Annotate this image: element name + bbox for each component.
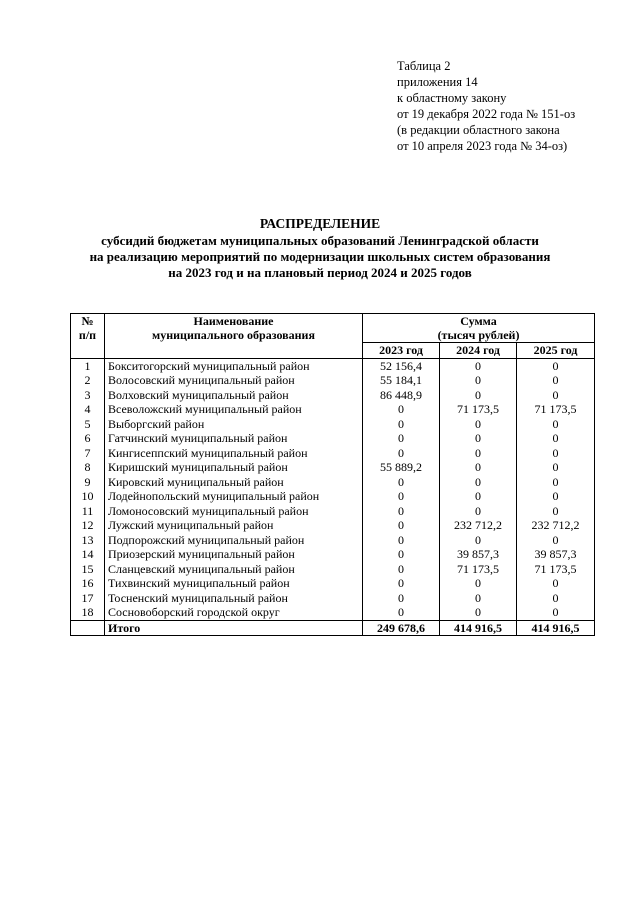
row-num: 12	[71, 518, 105, 533]
row-value-2024: 0	[440, 388, 517, 403]
table-body	[71, 358, 595, 620]
subtitle-line: субсидий бюджетам муниципальных образований Ленинградской области	[101, 233, 539, 248]
row-num: 13	[71, 533, 105, 548]
row-value-2025: 0	[517, 533, 595, 548]
row-value-2024: 39 857,3	[440, 547, 517, 562]
row-value-2024: 0	[440, 373, 517, 388]
row-num: 7	[71, 446, 105, 461]
row-num: 1	[71, 358, 105, 373]
table-row	[71, 504, 595, 519]
total-num-cell	[71, 620, 105, 636]
row-num: 18	[71, 605, 105, 620]
row-num: 9	[71, 475, 105, 490]
row-value-2024: 0	[440, 460, 517, 475]
table-row	[71, 533, 595, 548]
row-value-2024: 71 173,5	[440, 402, 517, 417]
row-num: 2	[71, 373, 105, 388]
row-value-2023: 55 889,2	[363, 460, 440, 475]
row-value-2025: 0	[517, 504, 595, 519]
total-label: Итого	[105, 620, 363, 636]
header-name-line2: муниципального образования	[152, 328, 315, 342]
row-value-2023: 86 448,9	[363, 388, 440, 403]
row-num: 17	[71, 591, 105, 606]
row-value-2025: 0	[517, 388, 595, 403]
header-sum-line2: (тысяч рублей)	[437, 328, 520, 342]
row-value-2023: 0	[363, 562, 440, 577]
row-num: 15	[71, 562, 105, 577]
header-year-2023: 2023 год	[363, 343, 440, 359]
appendix-note-line: от 10 апреля 2023 года № 34-оз)	[397, 139, 568, 153]
row-value-2023: 0	[363, 489, 440, 504]
appendix-note-line: к областному закону	[397, 91, 507, 105]
appendix-note-line: от 19 декабря 2022 года № 151-оз	[397, 107, 576, 121]
row-value-2024: 0	[440, 431, 517, 446]
row-value-2023: 0	[363, 431, 440, 446]
row-value-2024: 0	[440, 358, 517, 373]
total-row	[71, 620, 595, 636]
row-num: 6	[71, 431, 105, 446]
row-value-2023: 0	[363, 402, 440, 417]
row-name: Бокситогорский муниципальный район	[105, 358, 363, 373]
row-num: 3	[71, 388, 105, 403]
row-value-2025: 0	[517, 475, 595, 490]
row-value-2024: 0	[440, 591, 517, 606]
row-name: Всеволожский муниципальный район	[105, 402, 363, 417]
row-name: Сланцевский муниципальный район	[105, 562, 363, 577]
row-value-2025: 0	[517, 417, 595, 432]
row-value-2025: 0	[517, 605, 595, 620]
table-row	[71, 475, 595, 490]
row-value-2025: 71 173,5	[517, 402, 595, 417]
table-row	[71, 591, 595, 606]
page-title: РАСПРЕДЕЛЕНИЕ	[259, 216, 381, 231]
table-row	[71, 576, 595, 591]
row-value-2025: 232 712,2	[517, 518, 595, 533]
row-value-2024: 0	[440, 489, 517, 504]
row-name: Кировский муниципальный район	[105, 475, 363, 490]
appendix-note	[397, 58, 575, 154]
row-value-2024: 0	[440, 475, 517, 490]
table-row	[71, 358, 595, 373]
row-name: Ломоносовский муниципальный район	[105, 504, 363, 519]
row-name: Подпорожский муниципальный район	[105, 533, 363, 548]
row-value-2023: 0	[363, 547, 440, 562]
header-year-2025: 2025 год	[517, 343, 595, 359]
row-name: Кингисеппский муниципальный район	[105, 446, 363, 461]
row-num: 4	[71, 402, 105, 417]
total-2025: 414 916,5	[517, 620, 595, 636]
total-2023: 249 678,6	[363, 620, 440, 636]
row-value-2023: 0	[363, 518, 440, 533]
table-row	[71, 489, 595, 504]
table-row	[71, 431, 595, 446]
table-row	[71, 547, 595, 562]
row-num: 5	[71, 417, 105, 432]
header-num-line1: №	[81, 314, 94, 328]
row-value-2025: 39 857,3	[517, 547, 595, 562]
header-num	[71, 314, 105, 359]
header-name-line1: Наименование	[193, 314, 274, 328]
row-num: 10	[71, 489, 105, 504]
row-name: Киришский муниципальный район	[105, 460, 363, 475]
appendix-note-line: (в редакции областного закона	[397, 123, 560, 137]
row-value-2024: 0	[440, 417, 517, 432]
row-num: 16	[71, 576, 105, 591]
row-value-2025: 71 173,5	[517, 562, 595, 577]
row-value-2024: 232 712,2	[440, 518, 517, 533]
row-value-2025: 0	[517, 431, 595, 446]
row-value-2023: 0	[363, 533, 440, 548]
table-row	[71, 460, 595, 475]
subtitle-line: на реализацию мероприятий по модернизации школьных систем образования	[89, 249, 551, 264]
distribution-table	[70, 313, 595, 636]
row-value-2025: 0	[517, 489, 595, 504]
row-name: Гатчинский муниципальный район	[105, 431, 363, 446]
table-row	[71, 605, 595, 620]
row-name: Волосовский муниципальный район	[105, 373, 363, 388]
row-name: Сосновоборский городской округ	[105, 605, 363, 620]
appendix-note-line: Таблица 2	[397, 59, 451, 73]
row-value-2023: 0	[363, 475, 440, 490]
subtitle-line: на 2023 год и на плановый период 2024 и 2025 годов	[168, 265, 472, 280]
row-value-2024: 0	[440, 504, 517, 519]
row-name: Тихвинский муниципальный район	[105, 576, 363, 591]
table-row	[71, 417, 595, 432]
row-name: Выборгский район	[105, 417, 363, 432]
row-value-2023: 0	[363, 576, 440, 591]
row-value-2023: 0	[363, 591, 440, 606]
row-value-2025: 0	[517, 358, 595, 373]
document-title	[0, 216, 640, 281]
row-value-2024: 0	[440, 533, 517, 548]
table-row	[71, 562, 595, 577]
row-value-2025: 0	[517, 591, 595, 606]
header-sum	[363, 314, 595, 343]
row-value-2024: 0	[440, 605, 517, 620]
row-name: Тосненский муниципальный район	[105, 591, 363, 606]
row-num: 8	[71, 460, 105, 475]
row-value-2025: 0	[517, 460, 595, 475]
row-num: 11	[71, 504, 105, 519]
table-row	[71, 518, 595, 533]
row-value-2023: 0	[363, 605, 440, 620]
row-name: Приозерский муниципальный район	[105, 547, 363, 562]
table-row	[71, 402, 595, 417]
header-sum-line1: Сумма	[460, 314, 497, 328]
row-value-2023: 0	[363, 504, 440, 519]
table-row	[71, 388, 595, 403]
row-value-2025: 0	[517, 576, 595, 591]
header-year-2024: 2024 год	[440, 343, 517, 359]
row-name: Лодейнопольский муниципальный район	[105, 489, 363, 504]
table-row	[71, 373, 595, 388]
row-value-2023: 0	[363, 446, 440, 461]
header-num-line2: п/п	[78, 328, 97, 342]
row-value-2024: 0	[440, 576, 517, 591]
row-name: Лужский муниципальный район	[105, 518, 363, 533]
row-value-2025: 0	[517, 373, 595, 388]
total-2024: 414 916,5	[440, 620, 517, 636]
row-value-2024: 71 173,5	[440, 562, 517, 577]
row-value-2025: 0	[517, 446, 595, 461]
header-name	[105, 314, 363, 359]
table-row	[71, 446, 595, 461]
row-name: Волховский муниципальный район	[105, 388, 363, 403]
row-value-2023: 52 156,4	[363, 358, 440, 373]
row-value-2024: 0	[440, 446, 517, 461]
appendix-note-line: приложения 14	[397, 75, 478, 89]
row-value-2023: 55 184,1	[363, 373, 440, 388]
row-value-2023: 0	[363, 417, 440, 432]
row-num: 14	[71, 547, 105, 562]
